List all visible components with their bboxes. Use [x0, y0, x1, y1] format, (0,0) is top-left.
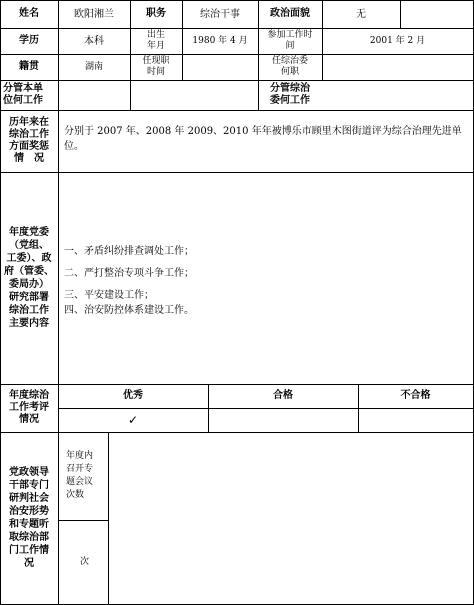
duty-value: 综治干事 [200, 8, 240, 20]
awards-text: 分别于 2007 年、2008 年 2009、2010 年年被博乐市顾里木图街道评为综合治理先进单位。 [64, 126, 462, 152]
origin-value: 湖南 [84, 61, 103, 72]
birth-value: 1980 年 4 月 [192, 35, 248, 46]
education-value: 本科 [84, 35, 104, 47]
deployment-item: 三、平安建设工作； [64, 290, 154, 301]
committee-work-label: 分管综治 委何工作 [270, 83, 310, 106]
deployment-item: 四、治安防控体系建设工作。 [64, 305, 194, 316]
leadership-label: 党政领导 干部专门 研判社会 治安形势 和专题听 取综治部 门工作情 况 [9, 467, 49, 569]
deployment-label: 年度党委 （党组、 工委）、政 府（管委、 委局办） 研究部署 综治工作 主要内容 [4, 227, 54, 329]
unqualified-mark-cell [358, 408, 473, 432]
deployment-item: 二、严打整治专项斗争工作； [64, 268, 194, 279]
evaluation-label: 年度综治 工作考评 情况 [9, 390, 49, 425]
birth-label: 出生 年月 [146, 30, 165, 51]
origin-label: 籍贯 [19, 61, 39, 72]
excellent-checkmark: ✓ [127, 412, 139, 427]
committee-post-label: 任综治委 何职 [271, 56, 308, 77]
education-label: 学历 [19, 35, 39, 46]
unit-work-value [58, 80, 258, 110]
leadership-content-cell [108, 432, 473, 604]
times-label: 次 [80, 556, 90, 567]
excellent-header: 优秀 [123, 390, 143, 401]
meetings-count-label: 年度内 召开专 题会议 次数 [66, 451, 94, 500]
political-value: 无 [356, 8, 366, 20]
name-value: 欧阳湘兰 [74, 8, 114, 20]
unqualified-header: 不合格 [400, 390, 431, 401]
qualified-header: 合格 [273, 390, 293, 401]
qualified-mark-cell [208, 408, 358, 432]
current-post-value [182, 54, 258, 80]
deployment-item: 一、矛盾纠纷排查调处工作； [64, 246, 194, 257]
committee-post-value [322, 54, 473, 80]
awards-label: 历年来在 综治工作 方面奖惩 情 况 [9, 117, 49, 164]
work-start-value: 2001 年 2 月 [369, 35, 426, 46]
duty-label: 职务 [146, 8, 166, 19]
unit-work-label: 分管本单 位何工作 [3, 83, 43, 106]
work-start-label: 参加工作时 间 [267, 30, 313, 51]
current-post-label: 任现职 时间 [142, 56, 170, 77]
political-label: 政治面貌 [270, 8, 310, 19]
committee-work-value [322, 80, 473, 110]
name-label: 姓名 [19, 8, 39, 19]
